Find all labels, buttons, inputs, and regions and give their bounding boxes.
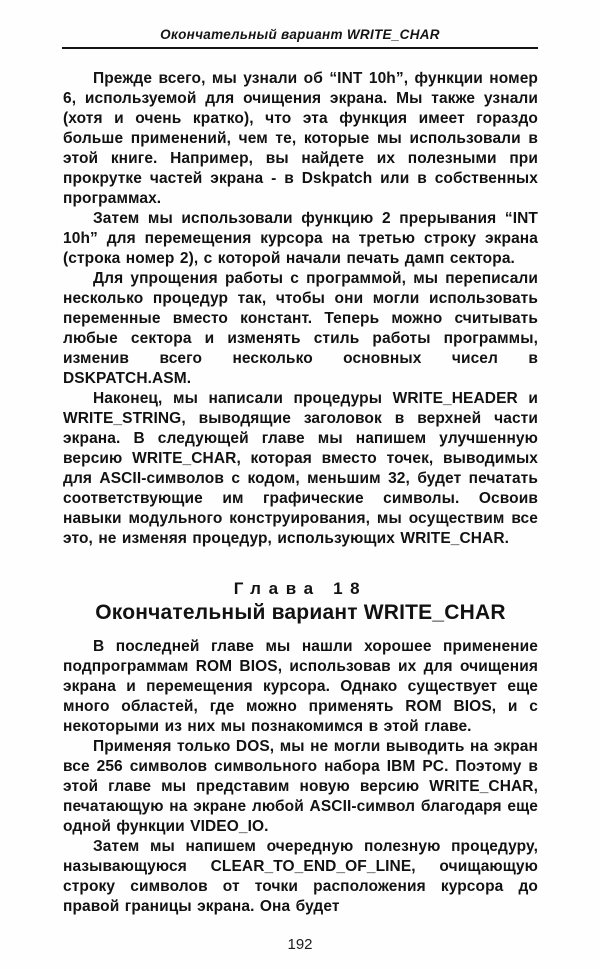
chapter-label: Глава 18 — [233, 579, 368, 598]
running-header: Окончательный вариант WRITE_CHAR — [160, 27, 440, 42]
chapter-title: Окончательный вариант WRITE_CHAR — [95, 601, 506, 624]
paragraph: Затем мы использовали функцию 2 прерывания “INT 10h” для перемещения курсора на третью строку экрана (строка номер 2), с которой начали печать дамп сектора. — [63, 210, 538, 267]
paragraph: Затем мы напишем очередную полезную процедуру, называющуюся CLEAR_TO_END_OF_LINE, очищающую строку символов от точки расположения курсора до правой границы экрана. Она будет — [63, 838, 538, 915]
page-body — [0, 49, 600, 917]
page-number: 192 — [287, 936, 313, 953]
paragraph: Прежде всего, мы узнали об “INT 10h”, функции номер 6, используемой для очищения экрана. Мы также узнали (хотя и очень кратко), что эта функция имеет гораздо больше применений, чем те, которые мы использовали в этой книге. Например, вы найдете их полезными при прокрутке частей экрана - в Dskpatch или в собственных программах. — [63, 70, 538, 207]
chapter-heading — [63, 579, 538, 623]
paragraph: В последней главе мы нашли хорошее применение подпрограммам ROM BIOS, использовав их для очищения экрана и перемещения курсора. Однако существует еще много областей, где можно применять ROM BIOS, и с некоторыми из них мы познакомимся в этой главе. — [63, 638, 538, 735]
paragraph: Наконец, мы написали процедуры WRITE_HEADER и WRITE_STRING, выводящие заголовок в верхней части экрана. В следующей главе мы напишем улучшенную версию WRITE_CHAR, которая вместо точек, выводимых для ASCII-символов с кодом, меньшим 32, будет печатать соответствующие им графические символы. Освоив навыки модульного конструирования, мы осуществим все это, не изменяя процедур, использующих WRITE_CHAR. — [63, 390, 538, 547]
paragraph: Применяя только DOS, мы не могли выводить на экран все 256 символов символьного набора IBM PC. Поэтому в этой главе мы представим новую версию WRITE_CHAR, печатающую на экране любой ASCII-символ благодаря еще одной функции VIDEO_IO. — [63, 738, 538, 835]
paragraph: Для упрощения работы с программой, мы переписали несколько процедур так, чтобы они могли использовать переменные вместо констант. Теперь можно считывать любые сектора и изменять стиль работы программы, изменив всего несколько основных чисел в DSKPATCH.ASM. — [63, 270, 538, 387]
